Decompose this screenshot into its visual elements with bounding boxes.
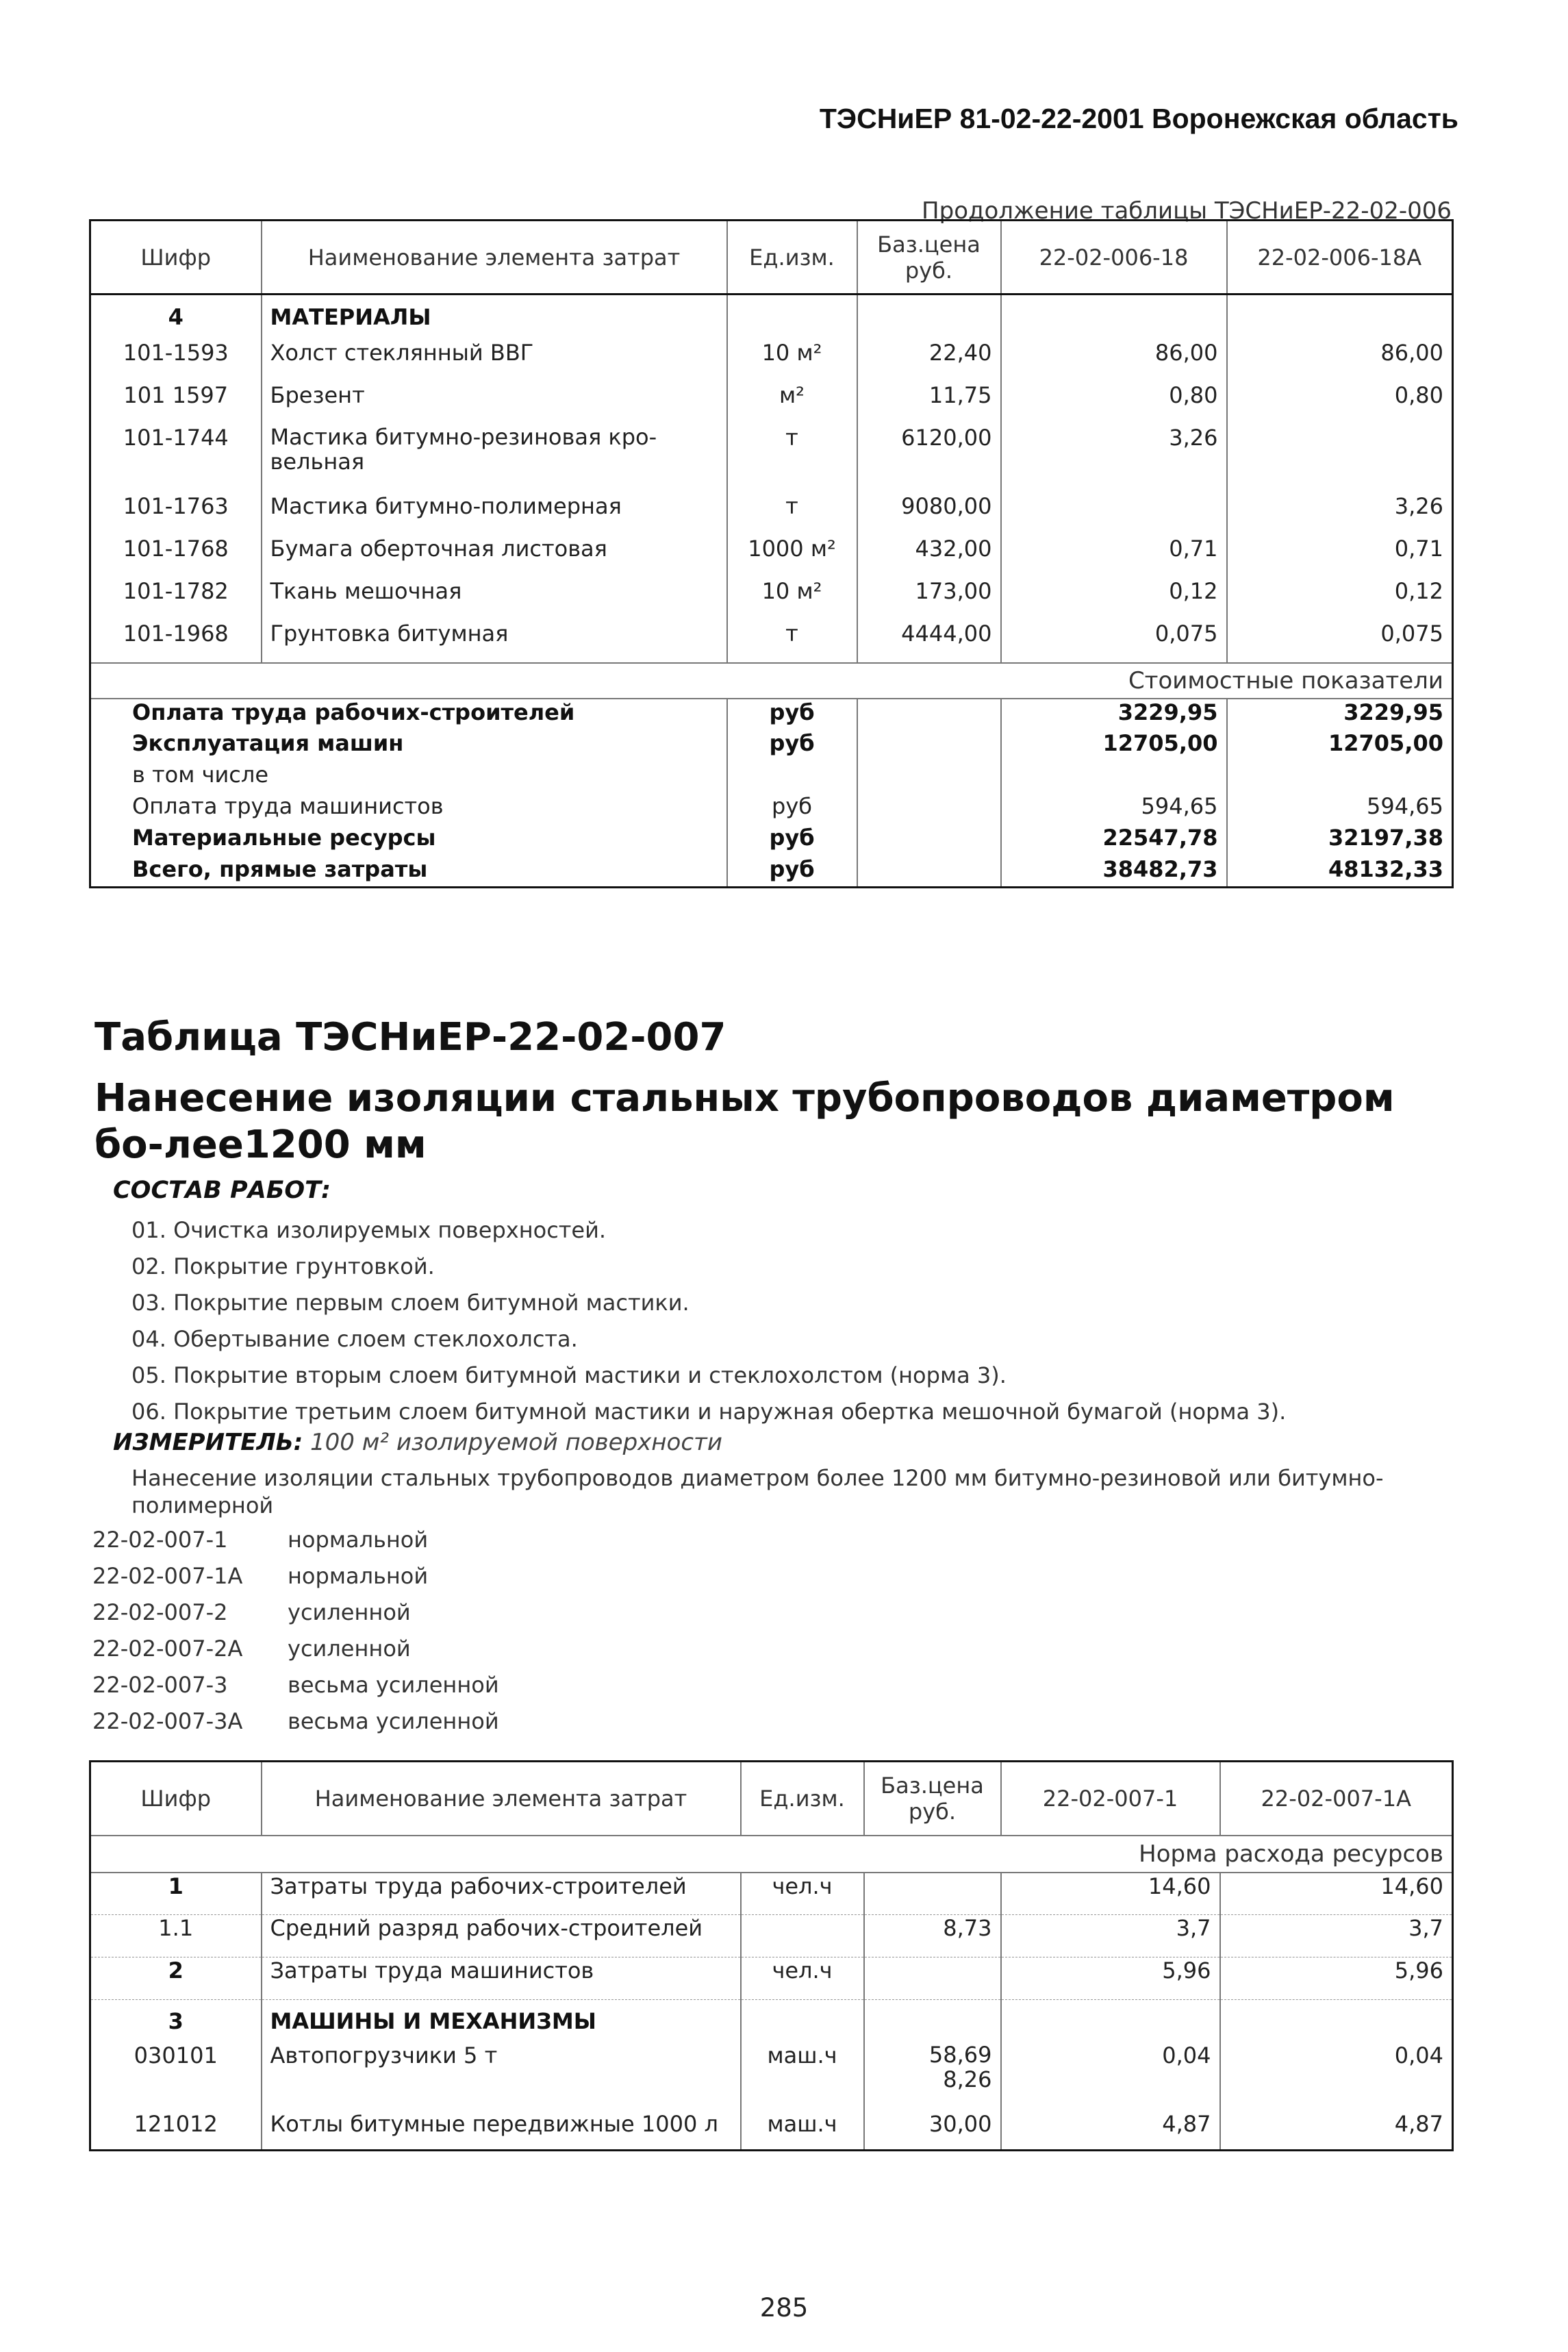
row-price: 22,40 bbox=[857, 340, 1001, 382]
cost-value-1: 594,65 bbox=[1001, 793, 1227, 825]
row-value-1: 4,87 bbox=[1001, 2111, 1220, 2151]
row-name: Средний разряд рабочих-строителей bbox=[262, 1915, 741, 1957]
row-price: 9080,00 bbox=[857, 493, 1001, 536]
table-header-row bbox=[90, 221, 1453, 295]
row-name: Котлы битумные передвижные 1000 л bbox=[262, 2111, 741, 2151]
row-name-continued: вельная bbox=[270, 448, 365, 475]
col-header-code: Шифр bbox=[140, 244, 212, 271]
code-text: усиленной bbox=[288, 1599, 411, 1625]
work-item: 03. Покрытие первым слоем битумной мастики. bbox=[131, 1290, 690, 1316]
row-value-2: 5,96 bbox=[1220, 1957, 1453, 2000]
cost-name: Оплата труда машинистов bbox=[132, 792, 444, 819]
cost-row bbox=[90, 730, 1453, 762]
row-unit: чел.ч bbox=[741, 1873, 864, 1915]
section-number: 3 bbox=[168, 2007, 184, 2034]
row-unit: т bbox=[727, 493, 857, 536]
code-item bbox=[92, 1558, 499, 1594]
cost-value-1: 38482,73 bbox=[1001, 856, 1227, 888]
row-price: 8,73 bbox=[864, 1915, 1001, 1957]
cost-value-2: 12705,00 bbox=[1227, 730, 1453, 762]
resource-table-007 bbox=[89, 1760, 1454, 2151]
table-row bbox=[90, 621, 1453, 663]
code: 22-02-007-2 bbox=[92, 1599, 228, 1625]
col-header-price: Баз.цена руб. bbox=[857, 221, 1001, 295]
cost-header-row bbox=[90, 663, 1453, 699]
row-unit: т bbox=[727, 621, 857, 663]
row-code: 101-1593 bbox=[123, 339, 229, 366]
cost-row bbox=[90, 699, 1453, 730]
cost-row bbox=[90, 856, 1453, 888]
table-row bbox=[90, 2042, 1453, 2111]
work-item: 06. Покрытие третьим слоем битумной мастики и наружная обертка мешочной бумагой (норма 3). bbox=[131, 1399, 1287, 1425]
row-name: Холст стеклянный ВВГ bbox=[262, 340, 727, 382]
table-header-row bbox=[90, 1762, 1453, 1836]
cost-value-2: 32197,38 bbox=[1227, 825, 1453, 856]
row-unit: маш.ч bbox=[741, 2111, 864, 2151]
row-value-2 bbox=[1227, 425, 1453, 493]
row-price: 58,69 bbox=[928, 2042, 992, 2068]
col-header-price: Баз.цена руб. bbox=[864, 1762, 1001, 1836]
cost-name: Эксплуатация машин bbox=[132, 729, 404, 756]
cost-unit: руб bbox=[727, 825, 857, 856]
row-unit: чел.ч bbox=[741, 1957, 864, 2000]
table-row bbox=[90, 1915, 1453, 1957]
row-name: Мастика битумно-резиновая кро- bbox=[270, 424, 657, 450]
row-unit: 1000 м² bbox=[727, 536, 857, 578]
col-header-name: Наименование элемента затрат bbox=[262, 221, 727, 295]
code-text: нормальной bbox=[288, 1527, 429, 1553]
work-item: 05. Покрытие вторым слоем битумной мастики и стеклохолстом (норма 3). bbox=[131, 1362, 1007, 1388]
norm-description: Нанесение изоляции стальных трубопроводов диаметром более 1200 мм битумно-резиновой или битумно-полимерной bbox=[131, 1465, 1384, 1518]
row-value-1: 3,7 bbox=[1001, 1915, 1220, 1957]
norm-header: Норма расхода ресурсов bbox=[90, 1836, 1453, 1873]
code-text: весьма усиленной bbox=[288, 1708, 499, 1734]
work-list bbox=[131, 1212, 1286, 1430]
code-item bbox=[92, 1703, 499, 1740]
row-name: Брезент bbox=[262, 382, 727, 425]
row-price: 11,75 bbox=[857, 382, 1001, 425]
code: 22-02-007-3А bbox=[92, 1708, 243, 1734]
col-header-name: Наименование элемента затрат bbox=[262, 1762, 741, 1836]
cost-name: Оплата труда рабочих-строителей bbox=[132, 699, 575, 725]
row-value-1: 0,04 bbox=[1001, 2042, 1220, 2111]
work-composition-label: СОСТАВ РАБОТ: bbox=[113, 1177, 331, 1204]
section-number: 4 bbox=[168, 304, 184, 331]
cost-indicators-header: Стоимостные показатели bbox=[90, 663, 1453, 699]
code-item bbox=[92, 1522, 499, 1558]
row-value-1: 14,60 bbox=[1001, 1873, 1220, 1915]
cost-value-2: 3229,95 bbox=[1227, 699, 1453, 730]
table-row bbox=[90, 1957, 1453, 2000]
row-name: Мастика битумно-полимерная bbox=[262, 493, 727, 536]
table-row bbox=[90, 2111, 1453, 2151]
row-value-2: 0,12 bbox=[1227, 578, 1453, 621]
row-unit: т bbox=[727, 425, 857, 493]
row-unit: 10 м² bbox=[727, 340, 857, 382]
row-value-2: 3,26 bbox=[1227, 493, 1453, 536]
row-code: 1 bbox=[168, 1873, 184, 1899]
table-row bbox=[90, 382, 1453, 425]
work-item: 04. Обертывание слоем стеклохолста. bbox=[131, 1326, 578, 1352]
table-row bbox=[90, 1873, 1453, 1915]
section-name: МАШИНЫ И МЕХАНИЗМЫ bbox=[262, 2000, 741, 2042]
code: 22-02-007-1 bbox=[92, 1527, 228, 1553]
section-row bbox=[90, 295, 1453, 340]
table-row bbox=[90, 578, 1453, 621]
row-unit: м² bbox=[727, 382, 857, 425]
row-value-2: 0,075 bbox=[1227, 621, 1453, 663]
row-value-1: 5,96 bbox=[1001, 1957, 1220, 2000]
row-name: Бумага оберточная листовая bbox=[262, 536, 727, 578]
section-name: МАТЕРИАЛЫ bbox=[262, 295, 727, 340]
row-name: Автопогрузчики 5 т bbox=[262, 2042, 741, 2111]
col-header-code: Шифр bbox=[140, 1785, 212, 1812]
table-row bbox=[90, 536, 1453, 578]
cost-value-1: 22547,78 bbox=[1001, 825, 1227, 856]
row-name: Затраты труда машинистов bbox=[262, 1957, 741, 2000]
row-value-2: 14,60 bbox=[1220, 1873, 1453, 1915]
work-item: 02. Покрытие грунтовкой. bbox=[131, 1253, 435, 1279]
row-price bbox=[864, 1873, 1001, 1915]
row-code: 121012 bbox=[134, 2110, 218, 2137]
section-row bbox=[90, 2000, 1453, 2042]
cost-unit: руб bbox=[727, 699, 857, 730]
running-header: ТЭСНиЕР 81-02-22-2001 Воронежская область bbox=[819, 103, 1458, 134]
row-code: 101-1744 bbox=[123, 424, 229, 451]
row-unit: маш.ч bbox=[741, 2042, 864, 2111]
row-unit: 10 м² bbox=[727, 578, 857, 621]
col-header-norm-2: 22-02-007-1А bbox=[1220, 1762, 1453, 1836]
table-row bbox=[90, 425, 1453, 493]
row-code: 101-1782 bbox=[123, 577, 229, 604]
cost-unit: руб bbox=[727, 730, 857, 762]
table-subtitle: Нанесение изоляции стальных трубопроводов диаметром бо-лее1200 мм bbox=[94, 1076, 1395, 1167]
table-continuation-caption: Продолжение таблицы ТЭСНиЕР-22-02-006 bbox=[922, 197, 1452, 225]
row-price-cell bbox=[864, 2042, 1001, 2111]
measure-line bbox=[113, 1429, 722, 1456]
row-unit bbox=[741, 1915, 864, 1957]
code: 22-02-007-2А bbox=[92, 1636, 243, 1662]
row-code: 030101 bbox=[134, 2042, 218, 2068]
table-row bbox=[90, 493, 1453, 536]
row-code: 1.1 bbox=[158, 1915, 194, 1941]
code-text: нормальной bbox=[288, 1563, 429, 1589]
row-code: 101-1763 bbox=[123, 492, 229, 519]
cost-unit: руб bbox=[727, 856, 857, 888]
cost-unit: руб bbox=[727, 793, 857, 825]
row-name-cell bbox=[262, 425, 727, 493]
row-value-2: 4,87 bbox=[1220, 2111, 1453, 2151]
row-code: 101-1768 bbox=[123, 535, 229, 562]
row-value-1: 3,26 bbox=[1001, 425, 1227, 493]
row-name: Затраты труда рабочих-строителей bbox=[262, 1873, 741, 1915]
col-header-unit: Ед.изм. bbox=[727, 221, 857, 295]
col-header-unit: Ед.изм. bbox=[741, 1762, 864, 1836]
code-item bbox=[92, 1667, 499, 1703]
work-item: 01. Очистка изолируемых поверхностей. bbox=[131, 1217, 607, 1243]
code-text: весьма усиленной bbox=[288, 1672, 499, 1698]
cost-name: Всего, прямые затраты bbox=[132, 855, 428, 882]
row-code: 101-1968 bbox=[123, 620, 229, 647]
cost-value-2: 48132,33 bbox=[1227, 856, 1453, 888]
row-value-2: 0,04 bbox=[1220, 2042, 1453, 2111]
row-value-1: 0,80 bbox=[1001, 382, 1227, 425]
norm-header-row bbox=[90, 1836, 1453, 1873]
row-value-1: 0,075 bbox=[1001, 621, 1227, 663]
table-row bbox=[90, 340, 1453, 382]
code: 22-02-007-1А bbox=[92, 1563, 243, 1589]
row-price bbox=[864, 1957, 1001, 2000]
row-value-1: 0,12 bbox=[1001, 578, 1227, 621]
row-value-2: 0,80 bbox=[1227, 382, 1453, 425]
row-price-secondary: 8,26 bbox=[943, 2066, 992, 2092]
code-item bbox=[92, 1594, 499, 1631]
row-code: 2 bbox=[168, 1957, 184, 1984]
cost-row bbox=[90, 793, 1453, 825]
row-code: 101 1597 bbox=[123, 381, 229, 408]
row-price: 6120,00 bbox=[857, 425, 1001, 493]
cost-value-1: 12705,00 bbox=[1001, 730, 1227, 762]
code: 22-02-007-3 bbox=[92, 1672, 228, 1698]
row-price: 173,00 bbox=[857, 578, 1001, 621]
row-price: 30,00 bbox=[864, 2111, 1001, 2151]
row-name: Ткань мешочная bbox=[262, 578, 727, 621]
row-value-2: 3,7 bbox=[1220, 1915, 1453, 1957]
measure-value: 100 м² изолируемой поверхности bbox=[310, 1429, 722, 1456]
row-price: 432,00 bbox=[857, 536, 1001, 578]
row-value-1: 0,71 bbox=[1001, 536, 1227, 578]
page-number: 285 bbox=[759, 2293, 809, 2323]
row-price: 4444,00 bbox=[857, 621, 1001, 663]
cost-row bbox=[90, 825, 1453, 856]
row-value-1 bbox=[1001, 493, 1227, 536]
code-item bbox=[92, 1631, 499, 1667]
cost-name: в том числе bbox=[132, 761, 268, 788]
col-header-norm-2: 22-02-006-18А bbox=[1227, 221, 1453, 295]
cost-value-1: 3229,95 bbox=[1001, 699, 1227, 730]
cost-name: Материальные ресурсы bbox=[132, 824, 436, 851]
col-header-norm-1: 22-02-007-1 bbox=[1001, 1762, 1220, 1836]
code-text: усиленной bbox=[288, 1636, 411, 1662]
code-list bbox=[92, 1522, 499, 1740]
table-title: Таблица ТЭСНиЕР-22-02-007 bbox=[94, 1015, 726, 1060]
cost-row bbox=[90, 762, 1453, 793]
row-value-2: 0,71 bbox=[1227, 536, 1453, 578]
resource-table-006 bbox=[89, 219, 1454, 888]
row-value-2: 86,00 bbox=[1227, 340, 1453, 382]
col-header-norm-1: 22-02-006-18 bbox=[1001, 221, 1227, 295]
measure-label: ИЗМЕРИТЕЛЬ: bbox=[113, 1429, 303, 1456]
row-value-1: 86,00 bbox=[1001, 340, 1227, 382]
row-name: Грунтовка битумная bbox=[262, 621, 727, 663]
cost-value-2: 594,65 bbox=[1227, 793, 1453, 825]
